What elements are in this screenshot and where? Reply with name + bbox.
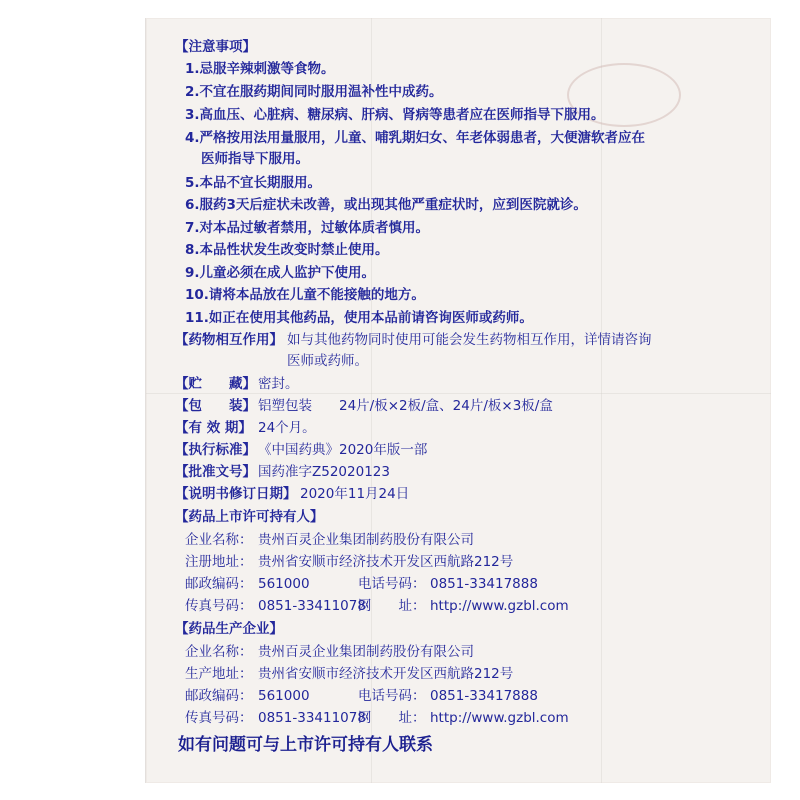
- fold-line: [146, 393, 771, 394]
- precaution-item: 11.如正在使用其他药品，使用本品前请咨询医师或药师。: [185, 310, 533, 326]
- manufacturer-address: 贵州省安顺市经济技术开发区西航路212号: [258, 666, 514, 682]
- approval-text: 国药准字Z52020123: [258, 464, 390, 480]
- precaution-item: 7.对本品过敏者禁用，过敏体质者慎用。: [185, 220, 430, 236]
- precautions-header: 【注意事项】: [175, 39, 256, 55]
- holder-label: 【药品上市许可持有人】: [175, 509, 324, 525]
- precaution-item: 5.本品不宜长期服用。: [185, 175, 322, 191]
- precaution-item: 医师指导下服用。: [201, 151, 309, 167]
- approval-label: 【批准文号】: [175, 464, 256, 480]
- manufacturer-fax-label: 传真号码：: [185, 710, 253, 726]
- interaction-text: 如与其他药物同时使用可能会发生药物相互作用，详情请咨询: [287, 332, 652, 348]
- holder-web-label: 网 址：: [358, 598, 426, 614]
- precaution-item: 10.请将本品放在儿童不能接触的地方。: [185, 287, 425, 303]
- standard-text: 《中国药典》2020年版一部: [258, 442, 428, 458]
- precaution-item: 2.不宜在服药期间同时服用温补性中成药。: [185, 84, 443, 100]
- revision-text: 2020年11月24日: [300, 486, 410, 502]
- contact-footer: 如有问题可与上市许可持有人联系: [178, 735, 433, 755]
- precaution-item: 3.高血压、心脏病、糖尿病、肝病、肾病等患者应在医师指导下服用。: [185, 107, 605, 123]
- manufacturer-phone-label: 电话号码：: [358, 688, 426, 704]
- storage-label: 【贮 藏】: [175, 376, 256, 392]
- manufacturer-company: 贵州百灵企业集团制药股份有限公司: [258, 644, 474, 660]
- precaution-item: 1.忌服辛辣刺激等食物。: [185, 61, 335, 77]
- holder-fax-label: 传真号码：: [185, 598, 253, 614]
- packaging-text: 铝塑包装 24片/板×2板/盒、24片/板×3板/盒: [258, 398, 553, 414]
- manufacturer-phone: 0851-33417888: [430, 688, 538, 704]
- holder-website: http://www.gzbl.com: [430, 598, 569, 614]
- storage-text: 密封。: [258, 376, 299, 392]
- manufacturer-fax: 0851-33411078: [258, 710, 366, 726]
- holder-address-label: 注册地址：: [185, 554, 253, 570]
- holder-postal: 561000: [258, 576, 310, 592]
- manufacturer-company-label: 企业名称：: [185, 644, 253, 660]
- holder-address: 贵州省安顺市经济技术开发区西航路212号: [258, 554, 514, 570]
- interaction-text: 医师或药师。: [287, 353, 368, 369]
- manufacturer-web-label: 网 址：: [358, 710, 426, 726]
- revision-label: 【说明书修订日期】: [175, 486, 297, 502]
- manufacturer-postal-label: 邮政编码：: [185, 688, 253, 704]
- precaution-item: 8.本品性状发生改变时禁止使用。: [185, 242, 389, 258]
- standard-label: 【执行标准】: [175, 442, 256, 458]
- holder-company-label: 企业名称：: [185, 532, 253, 548]
- precaution-item: 4.严格按用法用量服用，儿童、哺乳期妇女、年老体弱患者，大便溏软者应在: [185, 130, 646, 146]
- validity-text: 24个月。: [258, 420, 316, 436]
- holder-company: 贵州百灵企业集团制药股份有限公司: [258, 532, 474, 548]
- manufacturer-website: http://www.gzbl.com: [430, 710, 569, 726]
- manufacturer-postal: 561000: [258, 688, 310, 704]
- holder-phone-label: 电话号码：: [358, 576, 426, 592]
- holder-postal-label: 邮政编码：: [185, 576, 253, 592]
- holder-phone: 0851-33417888: [430, 576, 538, 592]
- holder-fax: 0851-33411078: [258, 598, 366, 614]
- packaging-label: 【包 装】: [175, 398, 256, 414]
- validity-label: 【有 效 期】: [175, 420, 252, 436]
- precaution-item: 9.儿童必须在成人监护下使用。: [185, 265, 376, 281]
- precaution-item: 6.服药3天后症状未改善，或出现其他严重症状时，应到医院就诊。: [185, 197, 587, 213]
- interaction-label: 【药物相互作用】: [175, 332, 283, 348]
- manufacturer-address-label: 生产地址：: [185, 666, 253, 682]
- manufacturer-label: 【药品生产企业】: [175, 621, 283, 637]
